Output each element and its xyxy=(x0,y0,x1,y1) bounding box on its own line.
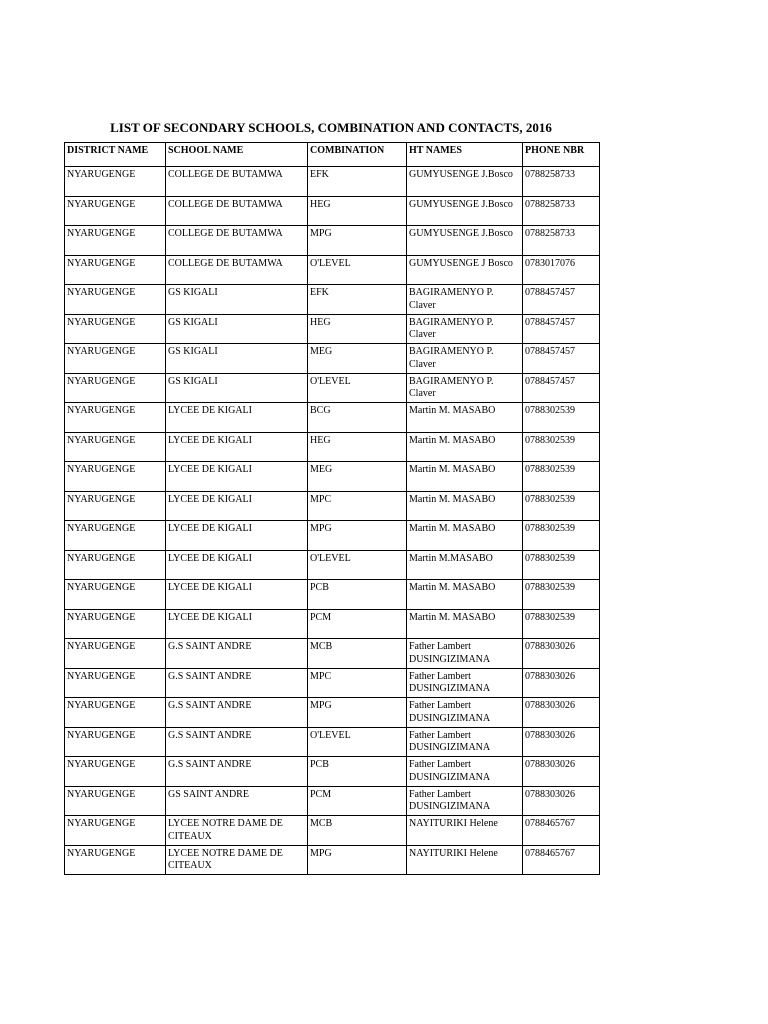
ht-name-cell: Martin M. MASABO xyxy=(407,403,523,433)
ht-name-cell: Martin M. MASABO xyxy=(407,521,523,551)
school-cell: GS KIGALI xyxy=(166,373,308,403)
school-cell: LYCEE DE KIGALI xyxy=(166,462,308,492)
district-cell: NYARUGENGE xyxy=(65,285,166,315)
combination-cell: O'LEVEL xyxy=(308,373,407,403)
table-row xyxy=(65,314,600,344)
district-cell: NYARUGENGE xyxy=(65,403,166,433)
district-cell: NYARUGENGE xyxy=(65,698,166,728)
table-row xyxy=(65,432,600,462)
ht-name-cell: NAYITURIKI Helene xyxy=(407,845,523,875)
school-cell: COLLEGE DE BUTAMWA xyxy=(166,226,308,256)
phone-cell: 0788465767 xyxy=(523,816,600,846)
table-row xyxy=(65,609,600,639)
school-cell: G.S SAINT ANDRE xyxy=(166,668,308,698)
table-row xyxy=(65,580,600,610)
phone-cell: 0788457457 xyxy=(523,314,600,344)
phone-cell: 0783017076 xyxy=(523,255,600,285)
table-row xyxy=(65,668,600,698)
combination-cell: PCM xyxy=(308,609,407,639)
column-header-phone: PHONE NBR xyxy=(523,143,600,167)
table-row xyxy=(65,403,600,433)
phone-cell: 0788302539 xyxy=(523,609,600,639)
school-cell: GS KIGALI xyxy=(166,344,308,374)
combination-cell: MPG xyxy=(308,226,407,256)
column-header-combination: COMBINATION xyxy=(308,143,407,167)
district-cell: NYARUGENGE xyxy=(65,432,166,462)
district-cell: NYARUGENGE xyxy=(65,196,166,226)
ht-name-cell: Father Lambert DUSINGIZIMANA xyxy=(407,668,523,698)
page-title: LIST OF SECONDARY SCHOOLS, COMBINATION AND CONTACTS, 2016 xyxy=(110,120,552,135)
phone-cell: 0788457457 xyxy=(523,373,600,403)
combination-cell: EFK xyxy=(308,167,407,197)
schools-table xyxy=(64,142,600,875)
district-cell: NYARUGENGE xyxy=(65,550,166,580)
school-cell: LYCEE DE KIGALI xyxy=(166,403,308,433)
combination-cell: O'LEVEL xyxy=(308,255,407,285)
combination-cell: MEG xyxy=(308,344,407,374)
combination-cell: MCB xyxy=(308,639,407,669)
table-row xyxy=(65,226,600,256)
phone-cell: 0788302539 xyxy=(523,403,600,433)
school-cell: COLLEGE DE BUTAMWA xyxy=(166,167,308,197)
district-cell: NYARUGENGE xyxy=(65,344,166,374)
combination-cell: MPC xyxy=(308,668,407,698)
table-body xyxy=(65,167,600,875)
table-header xyxy=(65,143,600,167)
combination-cell: EFK xyxy=(308,285,407,315)
school-cell: G.S SAINT ANDRE xyxy=(166,757,308,787)
school-cell: COLLEGE DE BUTAMWA xyxy=(166,196,308,226)
table-row xyxy=(65,816,600,846)
school-cell: GS KIGALI xyxy=(166,314,308,344)
district-cell: NYARUGENGE xyxy=(65,727,166,757)
table-row xyxy=(65,462,600,492)
ht-name-cell: BAGIRAMENYO P. Claver xyxy=(407,285,523,315)
phone-cell: 0788303026 xyxy=(523,786,600,816)
column-header-school: SCHOOL NAME xyxy=(166,143,308,167)
school-cell: GS SAINT ANDRE xyxy=(166,786,308,816)
ht-name-cell: Father Lambert DUSINGIZIMANA xyxy=(407,639,523,669)
school-cell: COLLEGE DE BUTAMWA xyxy=(166,255,308,285)
combination-cell: MEG xyxy=(308,462,407,492)
header-row xyxy=(65,143,600,167)
school-cell: LYCEE DE KIGALI xyxy=(166,491,308,521)
school-cell: LYCEE DE KIGALI xyxy=(166,580,308,610)
phone-cell: 0788303026 xyxy=(523,668,600,698)
table-row xyxy=(65,255,600,285)
table-row xyxy=(65,196,600,226)
phone-cell: 0788465767 xyxy=(523,845,600,875)
column-header-district: DISTRICT NAME xyxy=(65,143,166,167)
ht-name-cell: GUMYUSENGE J Bosco xyxy=(407,255,523,285)
ht-name-cell: Father Lambert DUSINGIZIMANA xyxy=(407,757,523,787)
ht-name-cell: Martin M. MASABO xyxy=(407,491,523,521)
district-cell: NYARUGENGE xyxy=(65,491,166,521)
phone-cell: 0788302539 xyxy=(523,550,600,580)
school-cell: G.S SAINT ANDRE xyxy=(166,698,308,728)
ht-name-cell: NAYITURIKI Helene xyxy=(407,816,523,846)
combination-cell: HEG xyxy=(308,314,407,344)
table-row xyxy=(65,786,600,816)
ht-name-cell: GUMYUSENGE J.Bosco xyxy=(407,196,523,226)
phone-cell: 0788302539 xyxy=(523,491,600,521)
phone-cell: 0788303026 xyxy=(523,639,600,669)
ht-name-cell: BAGIRAMENYO P. Claver xyxy=(407,314,523,344)
table-row xyxy=(65,727,600,757)
district-cell: NYARUGENGE xyxy=(65,462,166,492)
combination-cell: HEG xyxy=(308,432,407,462)
ht-name-cell: Father Lambert DUSINGIZIMANA xyxy=(407,727,523,757)
school-cell: LYCEE DE KIGALI xyxy=(166,609,308,639)
combination-cell: PCM xyxy=(308,786,407,816)
district-cell: NYARUGENGE xyxy=(65,580,166,610)
table-row xyxy=(65,698,600,728)
district-cell: NYARUGENGE xyxy=(65,816,166,846)
table-row xyxy=(65,521,600,551)
district-cell: NYARUGENGE xyxy=(65,757,166,787)
table-row xyxy=(65,845,600,875)
combination-cell: MPG xyxy=(308,698,407,728)
phone-cell: 0788303026 xyxy=(523,698,600,728)
ht-name-cell: GUMYUSENGE J.Bosco xyxy=(407,167,523,197)
table-row xyxy=(65,491,600,521)
school-cell: G.S SAINT ANDRE xyxy=(166,727,308,757)
combination-cell: MCB xyxy=(308,816,407,846)
phone-cell: 0788302539 xyxy=(523,521,600,551)
district-cell: NYARUGENGE xyxy=(65,521,166,551)
phone-cell: 0788457457 xyxy=(523,344,600,374)
combination-cell: O'LEVEL xyxy=(308,550,407,580)
phone-cell: 0788302539 xyxy=(523,580,600,610)
school-cell: G.S SAINT ANDRE xyxy=(166,639,308,669)
school-cell: LYCEE NOTRE DAME DE CITEAUX xyxy=(166,845,308,875)
ht-name-cell: Father Lambert DUSINGIZIMANA xyxy=(407,786,523,816)
district-cell: NYARUGENGE xyxy=(65,786,166,816)
table-row xyxy=(65,344,600,374)
combination-cell: O'LEVEL xyxy=(308,727,407,757)
school-cell: LYCEE DE KIGALI xyxy=(166,432,308,462)
phone-cell: 0788303026 xyxy=(523,727,600,757)
school-cell: LYCEE DE KIGALI xyxy=(166,521,308,551)
combination-cell: MPG xyxy=(308,845,407,875)
table-row xyxy=(65,167,600,197)
district-cell: NYARUGENGE xyxy=(65,167,166,197)
district-cell: NYARUGENGE xyxy=(65,845,166,875)
school-cell: LYCEE NOTRE DAME DE CITEAUX xyxy=(166,816,308,846)
district-cell: NYARUGENGE xyxy=(65,314,166,344)
school-cell: LYCEE DE KIGALI xyxy=(166,550,308,580)
phone-cell: 0788302539 xyxy=(523,462,600,492)
ht-name-cell: GUMYUSENGE J.Bosco xyxy=(407,226,523,256)
phone-cell: 0788302539 xyxy=(523,432,600,462)
district-cell: NYARUGENGE xyxy=(65,255,166,285)
phone-cell: 0788258733 xyxy=(523,226,600,256)
table-row xyxy=(65,550,600,580)
combination-cell: MPG xyxy=(308,521,407,551)
combination-cell: HEG xyxy=(308,196,407,226)
district-cell: NYARUGENGE xyxy=(65,639,166,669)
ht-name-cell: Martin M. MASABO xyxy=(407,462,523,492)
ht-name-cell: Martin M. MASABO xyxy=(407,580,523,610)
school-cell: GS KIGALI xyxy=(166,285,308,315)
ht-name-cell: Martin M. MASABO xyxy=(407,609,523,639)
district-cell: NYARUGENGE xyxy=(65,373,166,403)
phone-cell: 0788303026 xyxy=(523,757,600,787)
column-header-ht-names: HT NAMES xyxy=(407,143,523,167)
ht-name-cell: Martin M.MASABO xyxy=(407,550,523,580)
table-row xyxy=(65,757,600,787)
ht-name-cell: BAGIRAMENYO P. Claver xyxy=(407,344,523,374)
district-cell: NYARUGENGE xyxy=(65,609,166,639)
combination-cell: PCB xyxy=(308,580,407,610)
district-cell: NYARUGENGE xyxy=(65,668,166,698)
combination-cell: PCB xyxy=(308,757,407,787)
table-row xyxy=(65,285,600,315)
ht-name-cell: Martin M. MASABO xyxy=(407,432,523,462)
phone-cell: 0788457457 xyxy=(523,285,600,315)
ht-name-cell: BAGIRAMENYO P. Claver xyxy=(407,373,523,403)
phone-cell: 0788258733 xyxy=(523,196,600,226)
district-cell: NYARUGENGE xyxy=(65,226,166,256)
combination-cell: MPC xyxy=(308,491,407,521)
table-row xyxy=(65,373,600,403)
ht-name-cell: Father Lambert DUSINGIZIMANA xyxy=(407,698,523,728)
table-row xyxy=(65,639,600,669)
combination-cell: BCG xyxy=(308,403,407,433)
phone-cell: 0788258733 xyxy=(523,167,600,197)
